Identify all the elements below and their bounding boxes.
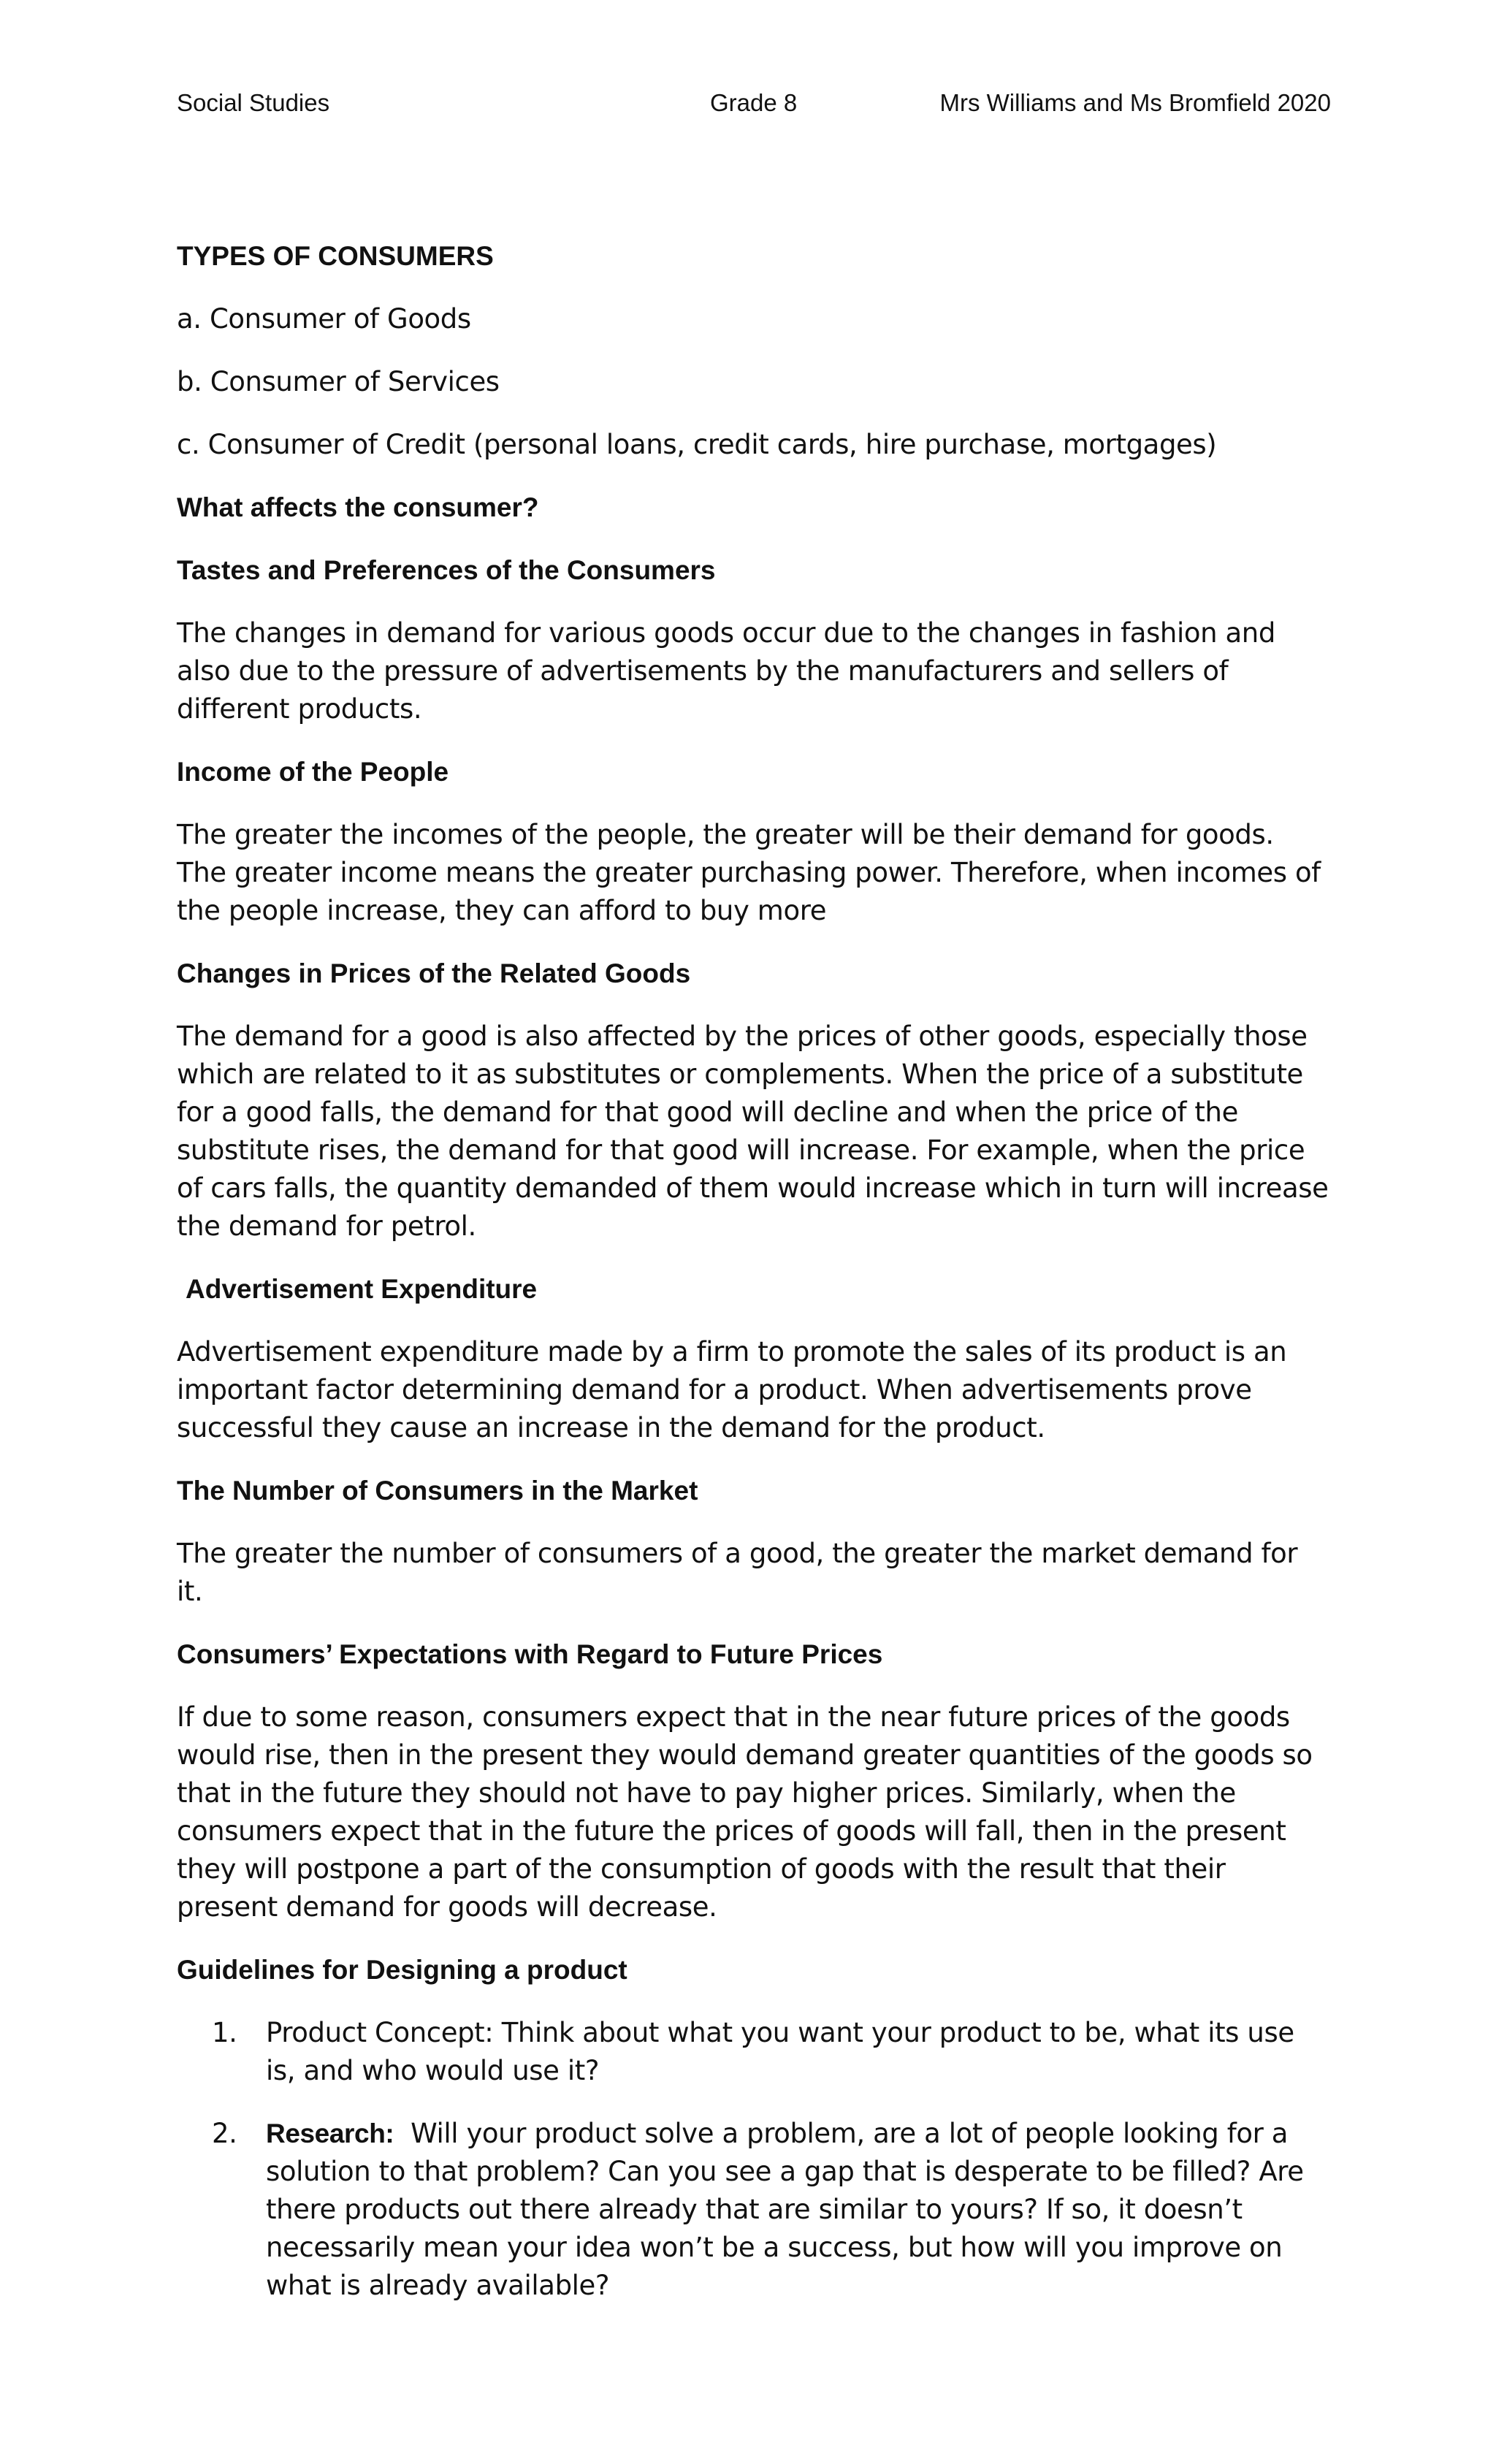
type-item-services: b. Consumer of Services <box>177 366 500 397</box>
list-item-number: 1. <box>212 2017 237 2048</box>
section-heading-related-goods: Changes in Prices of the Related Goods <box>177 958 691 988</box>
section-heading-number-of-consumers: The Number of Consumers in the Market <box>177 1476 698 1506</box>
section-heading-tastes: Tastes and Preferences of the Consumers <box>177 555 716 585</box>
section-text-expectations: If due to some reason, consumers expect that in the near future prices of the goods would rise, then in the present they would demand greater quantities of the goods so that in the future they should not have to pay higher prices. Similarly, when the consumers expect that in the future the prices of goods will fall, then in the present they will postpone a part of the consumption of goods with the result that their present demand for goods will decrease. <box>177 1701 1313 1923</box>
section-text-advertisement: Advertisement expenditure made by a firm to promote the sales of its product is an important factor determining demand for a product. When advertisements prove successful they cause an increase in the demand for the product. <box>177 1336 1287 1443</box>
types-heading: TYPES OF CONSUMERS <box>177 241 494 271</box>
document-body <box>177 237 1331 2330</box>
list-item-number: 2. <box>212 2118 237 2149</box>
section-heading-income: Income of the People <box>177 757 449 787</box>
affects-heading: What affects the consumer? <box>177 492 539 522</box>
header-teachers: Mrs Williams and Ms Bromfield 2020 <box>939 89 1331 116</box>
list-item <box>177 2014 1331 2090</box>
list-item-text: Product Concept: Think about what you want your product to be, what its use is, and who would use it? <box>266 2017 1294 2086</box>
header-grade: Grade 8 <box>710 89 798 116</box>
section-text-tastes: The changes in demand for various goods occur due to the changes in fashion and also due to the pressure of advertisements by the manufacturers and sellers of different products. <box>177 617 1275 725</box>
type-item-credit: c. Consumer of Credit (personal loans, credit cards, hire purchase, mortgages) <box>177 429 1217 460</box>
header-subject: Social Studies <box>177 89 330 116</box>
list-item-lead: Research: <box>266 2118 394 2148</box>
guidelines-list <box>177 2014 1331 2305</box>
list-item <box>177 2115 1331 2305</box>
page-header <box>177 89 1331 126</box>
section-text-income: The greater the incomes of the people, the greater will be their demand for goods. The greater income means the greater purchasing power. Therefore, when incomes of the people increase, they can afford to buy more <box>177 819 1321 926</box>
section-text-related-goods: The demand for a good is also affected by the prices of other goods, especially those which are related to it as substitutes or complements. When the price of a substitute for a good falls, the demand for that good will decline and when the price of the substitute rises, the demand for that good will increase. For example, when the price of cars falls, the quantity demanded of them would increase which in turn will increase the demand for petrol. <box>177 1021 1329 1242</box>
section-heading-expectations: Consumers’ Expectations with Regard to Future Prices <box>177 1639 883 1669</box>
list-item-text: Will your product solve a problem, are a lot of people looking for a solution to that problem? Can you see a gap that is desperate to be filled? Are there products out there already that are similar to yours? If so, it doesn’t necessarily mean your idea won’t be a success, but how will you improve on what is already available? <box>266 2118 1313 2301</box>
type-item-goods: a. Consumer of Goods <box>177 303 471 335</box>
section-heading-advertisement: Advertisement Expenditure <box>186 1274 538 1304</box>
guidelines-heading: Guidelines for Designing a product <box>177 1955 627 1985</box>
section-text-number-of-consumers: The greater the number of consumers of a good, the greater the market demand for it. <box>177 1538 1298 1607</box>
